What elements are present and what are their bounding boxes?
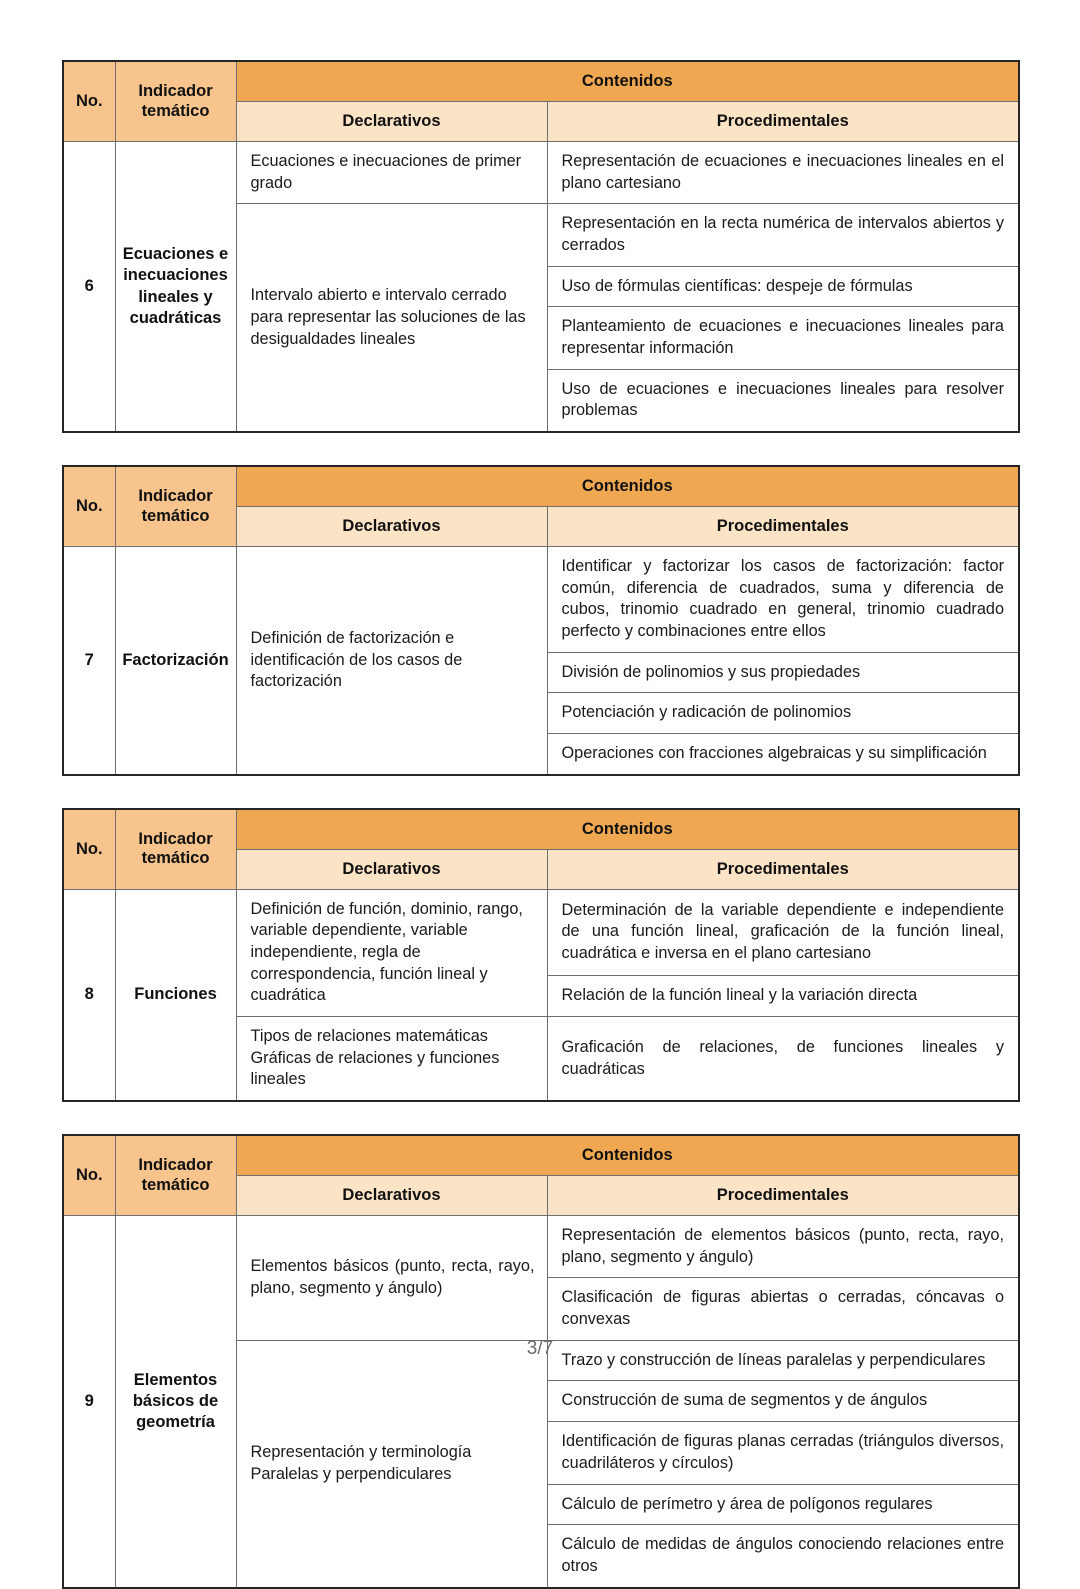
cell-procedimental: Construcción de suma de segmentos y de ángulos bbox=[547, 1381, 1019, 1422]
cell-declarativo: Definición de función, dominio, rango, variable dependiente, variable independiente, regla de correspondencia, función lineal y cuadrática bbox=[236, 889, 547, 1016]
cell-no: 6 bbox=[63, 142, 115, 433]
column-header-contenidos: Contenidos bbox=[236, 466, 1019, 507]
column-header-indicador-tematico: Indicador temático bbox=[115, 466, 236, 547]
column-header-indicador-tematico: Indicador temático bbox=[115, 809, 236, 890]
column-header-procedimentales: Procedimentales bbox=[547, 849, 1019, 889]
column-header-indicador-tematico: Indicador temático bbox=[115, 61, 236, 142]
cell-procedimental: Determinación de la variable dependiente e independiente de una función lineal, graficación de la función lineal, cuadrática e inversa en el plano cartesiano bbox=[547, 889, 1019, 975]
page-number: 3/7 bbox=[526, 1338, 554, 1359]
table-row bbox=[63, 889, 1019, 975]
column-header-no: No. bbox=[63, 809, 115, 890]
cell-no: 7 bbox=[63, 547, 115, 775]
cell-procedimental: Uso de fórmulas científicas: despeje de fórmulas bbox=[547, 266, 1019, 307]
table-row bbox=[63, 1216, 1019, 1278]
cell-indicador-tematico: Funciones bbox=[115, 889, 236, 1101]
cell-procedimental: Relación de la función lineal y la variación directa bbox=[547, 975, 1019, 1017]
table-header-row-primary bbox=[63, 466, 1019, 507]
cell-declarativo: Tipos de relaciones matemáticas Gráficas de relaciones y funciones lineales bbox=[236, 1017, 547, 1102]
cell-declarativo: Elementos básicos (punto, recta, rayo, plano, segmento y ángulo) bbox=[236, 1216, 547, 1341]
cell-declarativo: Ecuaciones e inecuaciones de primer grado bbox=[236, 142, 547, 204]
column-header-contenidos: Contenidos bbox=[236, 1135, 1019, 1176]
cell-indicador-tematico: Factorización bbox=[115, 547, 236, 775]
cell-indicador-tematico: Ecuaciones e inecuaciones lineales y cuadráticas bbox=[115, 142, 236, 433]
cell-declarativo: Intervalo abierto e intervalo cerrado para representar las soluciones de las desigualdades lineales bbox=[236, 204, 547, 432]
column-header-contenidos: Contenidos bbox=[236, 61, 1019, 102]
column-header-no: No. bbox=[63, 466, 115, 547]
cell-procedimental: Uso de ecuaciones e inecuaciones lineales para resolver problemas bbox=[547, 369, 1019, 432]
cell-procedimental: Representación de ecuaciones e inecuaciones lineales en el plano cartesiano bbox=[547, 142, 1019, 204]
table-row bbox=[63, 142, 1019, 204]
cell-procedimental: Graficación de relaciones, de funciones lineales y cuadráticas bbox=[547, 1017, 1019, 1102]
cell-indicador-tematico: Elementos básicos de geometría bbox=[115, 1216, 236, 1588]
cell-procedimental: Representación en la recta numérica de intervalos abiertos y cerrados bbox=[547, 204, 1019, 266]
cell-procedimental: Potenciación y radicación de polinomios bbox=[547, 693, 1019, 734]
table-header-row-primary bbox=[63, 1135, 1019, 1176]
column-header-procedimentales: Procedimentales bbox=[547, 507, 1019, 547]
column-header-no: No. bbox=[63, 1135, 115, 1216]
column-header-declarativos: Declarativos bbox=[236, 1176, 547, 1216]
table-row bbox=[63, 547, 1019, 653]
indicator-table bbox=[62, 465, 1020, 776]
column-header-contenidos: Contenidos bbox=[236, 809, 1019, 850]
indicator-table bbox=[62, 60, 1020, 433]
column-header-declarativos: Declarativos bbox=[236, 849, 547, 889]
table-header-row-primary bbox=[63, 809, 1019, 850]
cell-declarativo: Representación y terminología Paralelas y perpendiculares bbox=[236, 1340, 547, 1587]
cell-procedimental: Identificación de figuras planas cerradas (triángulos diversos, cuadriláteros y círculos) bbox=[547, 1422, 1019, 1484]
cell-no: 9 bbox=[63, 1216, 115, 1588]
column-header-indicador-tematico: Indicador temático bbox=[115, 1135, 236, 1216]
cell-procedimental: Identificar y factorizar los casos de factorización: factor común, diferencia de cuadrados, suma y diferencia de cubos, trinomio cuadrado en general, trinomio cuadrado perfecto y combinaciones entre ellos bbox=[547, 547, 1019, 653]
cell-no: 8 bbox=[63, 889, 115, 1101]
indicator-table bbox=[62, 1134, 1020, 1588]
cell-procedimental: Operaciones con fracciones algebraicas y su simplificación bbox=[547, 734, 1019, 775]
cell-procedimental: Cálculo de medidas de ángulos conociendo relaciones entre otros bbox=[547, 1525, 1019, 1588]
cell-procedimental: División de polinomios y sus propiedades bbox=[547, 652, 1019, 693]
cell-procedimental: Planteamiento de ecuaciones e inecuaciones lineales para representar información bbox=[547, 307, 1019, 369]
cell-procedimental: Cálculo de perímetro y área de polígonos regulares bbox=[547, 1484, 1019, 1525]
cell-procedimental: Trazo y construcción de líneas paralelas y perpendiculares bbox=[547, 1340, 1019, 1381]
cell-procedimental: Clasificación de figuras abiertas o cerradas, cóncavas o convexas bbox=[547, 1278, 1019, 1340]
column-header-declarativos: Declarativos bbox=[236, 507, 547, 547]
cell-procedimental: Representación de elementos básicos (punto, recta, rayo, plano, segmento y ángulo) bbox=[547, 1216, 1019, 1278]
column-header-no: No. bbox=[63, 61, 115, 142]
column-header-procedimentales: Procedimentales bbox=[547, 1176, 1019, 1216]
column-header-declarativos: Declarativos bbox=[236, 102, 547, 142]
table-header-row-primary bbox=[63, 61, 1019, 102]
cell-declarativo: Definición de factorización e identificación de los casos de factorización bbox=[236, 547, 547, 775]
column-header-procedimentales: Procedimentales bbox=[547, 102, 1019, 142]
indicator-table bbox=[62, 808, 1020, 1102]
